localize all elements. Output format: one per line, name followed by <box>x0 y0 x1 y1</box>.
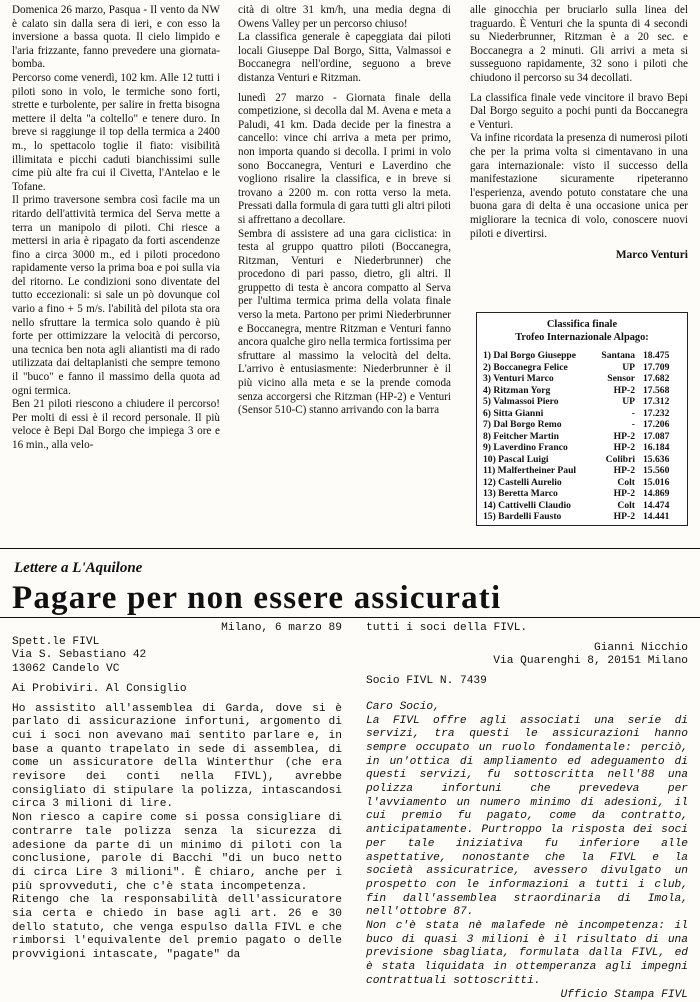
standings-row <box>477 373 687 385</box>
letter-paragraph: Ritengo che la responsabilità dell'assicuratore sia certa e chiedo in base agli art. 26 e 30 dello statuto, che venga espulso dalla FIVL e che rimborsi l'equivalente del premio pagato o delle provvigioni intascate, "pagate" da <box>12 894 342 962</box>
pilot-name: 1) Dal Borgo Giuseppe <box>483 350 577 361</box>
letter-date: Milano, 6 marzo 89 <box>221 622 342 634</box>
report-paragraph: Va infine ricordata la presenza di numerosi piloti che per la prima volta si cimentavano in una gara internazionale: visto il successo della manifestazione sicuramente ripeteranno l'esperienza, avendo potuto constatare che una buona gara di delta è una occasione unica per migliorare la tecnica di volo, conoscere nuovi piloti e divertirsi. <box>470 132 688 240</box>
standings-row <box>477 477 687 489</box>
pilot-score: 17.312 <box>643 396 670 407</box>
report-paragraph: Il primo traversone sembra così facile ma un ritardo dell'attività termica del Serva mette a terra un manipolo di piloti. Chi riesce a mettersi in aria è ripagato da forti ascendenze fino a circa 3000 m., ed i piloti procedono rapidamente verso la prima boa e poi sulla via del ritorno. Le condizioni sono diventate del tutto eccezionali: si sale un pò dovunque col vario a fino + 5 m/s. l'abilità del pilota sta ora nello sfruttare la termica solo quando è più forte per ottimizzare la velocità di percorso, una tecnica ben nota agli aliantisti ma di rado utilizzata dai deltaplanisti che sempre temono il "buco" e fanno il massimo della quota ad ogni termica. <box>12 194 220 397</box>
glider-model: HP-2 <box>613 442 635 453</box>
report-paragraph: La classifica generale è capeggiata dai piloti locali Giuseppe Dal Borgo, Sitta, Valmassoi e Boccanegra nell'ordine, seguono a breve distanza Venturi e Ritzman. <box>238 31 451 84</box>
pilot-name: 13) Beretta Marco <box>483 488 558 499</box>
glider-model: Colt <box>617 499 635 511</box>
standings-row <box>477 500 687 512</box>
pilot-score: 14.441 <box>643 511 670 522</box>
pilot-score: 18.475 <box>643 350 670 361</box>
standings-row <box>477 465 687 477</box>
pilot-score: 15.560 <box>643 465 670 476</box>
pilot-score: 14.474 <box>643 499 670 511</box>
report-paragraph: Percorso come venerdì, 102 km. Alle 12 tutti i piloti sono in volo, le termiche sono forti, strette e turbolente, per salire in fretta bisogna mettere il delta "a coltello" e tenere duro. In breve si raggiunge il top della termica a 2400 m., lo spettacolo toglie il fiato: visibilità illimitata e picchi caduti bianchissimi sulle cime più alte fra cui il Civetta, l'Antelao e le Tofane. <box>12 71 220 193</box>
glider-model: - <box>631 407 635 419</box>
glider-model: HP-2 <box>613 488 635 499</box>
report-paragraph: Ben 21 piloti riescono a chiudere il percorso! Per molti di essi è il record personale. Il più veloce è Bepi Dal Borgo che impiega 3 ore e 16 min., alla velo- <box>12 398 220 451</box>
pilot-name: 11) Malfertheiner Paul <box>483 465 577 476</box>
standings-row <box>477 488 687 500</box>
pilot-score: 17.206 <box>643 419 670 430</box>
member-id: Socio FIVL N. 7439 <box>366 675 487 688</box>
glider-model: HP-2 <box>613 384 635 396</box>
reply-column <box>366 622 688 1002</box>
glider-model: UP <box>622 361 635 373</box>
letter-continuation: tutti i soci della FIVL. <box>366 622 528 634</box>
pilot-score: 17.568 <box>643 384 670 396</box>
glider-model: UP <box>622 396 635 407</box>
standings-row <box>477 431 687 443</box>
pilot-name: 3) Venturi Marco <box>483 373 554 384</box>
standings-row <box>477 362 687 374</box>
glider-model: Sensor <box>607 373 635 384</box>
pilot-name: 15) Bardelli Fausto <box>483 511 562 522</box>
standings-row <box>477 442 687 454</box>
standings-row <box>477 419 687 431</box>
pilot-name: 12) Castelli Aurelio <box>483 476 562 488</box>
sender-address: Via Quarenghi 8, 20151 Milano <box>493 655 688 668</box>
pilot-name: 2) Boccanegra Felice <box>483 361 568 373</box>
report-column-2 <box>238 4 451 418</box>
report-column-3 <box>470 4 688 263</box>
standings-title-line-1: Classifica finale <box>546 319 618 330</box>
letter-column <box>12 622 342 963</box>
report-paragraph: alle ginocchia per bruciarlo sulla linea del traguardo. È Venturi che la spunta di 4 secondi su Niederbrunner, Ritzman è a 20 sec. e Boccanegra a 2 minuti. Gli arrivi a meta si susseguono rapidamente, 32 sono i piloti che chiudono il percorso su 34 decollati. <box>470 4 688 84</box>
glider-model: Santana <box>601 350 635 361</box>
glider-model: Colt <box>617 476 635 488</box>
recipient-line: Via S. Sebastiano 42 <box>12 649 147 662</box>
standings-row <box>477 350 687 362</box>
pilot-score: 15.016 <box>643 476 670 488</box>
pilot-name: 14) Cattivelli Claudio <box>483 499 571 511</box>
pilot-score: 14.869 <box>643 488 670 499</box>
letter-salutation: Ai Probiviri. Al Consiglio <box>12 682 187 695</box>
pilot-name: 4) Ritzman Yorg <box>483 384 551 396</box>
reply-salutation: Caro Socio, <box>366 700 440 713</box>
reply-paragraph: La FIVL offre agli associati una serie di servizi, tra questi le assicurazioni hanno sempre occupato un ruolo fondamentale: perciò, in un'ottica di ampliamento ed adeguamento di questi servizi, fu sottoscritta nell'88 una polizza infortuni che prevedeva per l'avviamento un numero minimo di adesioni, il cui premio fu pagato, come da contratto, anticipatamente. Purtroppo la risposta dei soci per tale iniziativa fu inferiore alle aspettative, nonostante che la FIVL e la società assicuratrice, avessero divulgato un prospetto con le informazioni a tutti i club, fin dall'assemblea straordinaria di Imola, nell'ottobre 87. <box>366 714 688 919</box>
report-paragraph: La classifica finale vede vincitore il bravo Bepi Dal Borgo seguito a pochi punti da Boccanegra e Venturi. <box>470 91 688 131</box>
report-paragraph: Domenica 26 marzo, Pasqua - Il vento da NW è calato sin dalla sera di ieri, e con esso la inversione a bassa quota. Il cielo limpido e l'aria frizzante, fanno prevedere una giornata-bomba. <box>12 4 220 71</box>
pilot-name: 6) Sitta Gianni <box>483 407 544 419</box>
pilot-name: 7) Dal Borgo Remo <box>483 419 562 430</box>
glider-model: HP-2 <box>613 465 635 476</box>
reply-paragraph: Non c'è stata nè malafede nè incompetenza: il buco di quasi 3 milioni è il risultato di una previsione sbagliata, formulata dalla FIVL, ed è stata liquidata in ottemperanza agli impegni contrattuali sottoscritti. <box>366 920 688 987</box>
standings-row <box>477 385 687 397</box>
section-divider <box>0 548 700 549</box>
report-author: Marco Venturi <box>615 249 688 262</box>
pilot-name: 8) Feitcher Martin <box>483 430 560 442</box>
headline-divider <box>0 617 700 618</box>
report-paragraph: Sembra di assistere ad una gara ciclistica: in testa al gruppo quattro piloti (Boccanegra, Ritzman, Venturi e Niederbrunner) che procedono di pari passo, dietro, gli altri. Il gruppetto di testa è ancora compatto al Serva per l'ultima termica prima della volata finale verso la meta. Partono per primi Niederbrunner e Boccanegra, mentre Ritzman e Venturi fanno ancora qualche giro nella termica fortissima per sfruttare al massimo la velocità del delta. L'arrivo è entusiasmente: Niederbrunner è il più vicino alla meta e se la prende comoda senza accorgersi che Ritzman (HP-2) e Venturi (Sensor 510-C) stanno arrivando con la barra <box>238 227 451 417</box>
recipient-line: Spett.le FIVL <box>12 635 100 648</box>
recipient-line: 13062 Candelo VC <box>12 663 120 676</box>
pilot-score: 15.636 <box>643 453 670 465</box>
glider-model: HP-2 <box>613 430 635 442</box>
standings-table <box>476 312 688 526</box>
sender-name: Gianni Nicchio <box>594 641 688 654</box>
letter-paragraph: Non riesco a capire come si possa consigliare di contrarre tale polizza senza la sicurezza di adesione da parte di un minimo di piloti con la conclusione, parole di Bacchi "di un buco netto di circa Lire 3 milioni". È chiaro, anche per i più sprovveduti, che c'è stata incompetenza. <box>12 812 342 893</box>
report-column-1 <box>12 4 220 453</box>
pilot-score: 16.184 <box>643 442 670 453</box>
pilot-score: 17.682 <box>643 373 670 384</box>
recipient-address <box>12 636 342 677</box>
report-paragraph: cità di oltre 31 km/h, una media degna di Owens Valley per un percorso chiuso! <box>238 4 451 30</box>
report-paragraph: lunedì 27 marzo - Giornata finale della competizione, si decolla dal M. Avena e meta a Paludi, 41 km. Dada decide per la finestra a cancello: vince chi arriva a meta per primo, non importa quando si decolla. I primi in volo sono Boccanegra, Venturi e Laverdino che vogliono risalire la classifica, e in breve si trovano a 2200 m. con rotta verso la meta. Pressati dalla formula di gara tutti gli altri piloti si affrettano a decollare. <box>238 91 451 226</box>
standings-rows <box>477 350 687 523</box>
pilot-score: 17.709 <box>643 361 670 373</box>
glider-model: Colibri <box>605 453 635 465</box>
standings-row <box>477 396 687 408</box>
section-label: Lettere a L'Aquilone <box>14 560 143 576</box>
pilot-score: 17.087 <box>643 430 670 442</box>
glider-model: HP-2 <box>613 511 635 522</box>
pilot-name: 9) Laverdino Franco <box>483 442 568 453</box>
headline: Pagare per non essere assicurati <box>12 580 502 616</box>
standings-row <box>477 511 687 523</box>
standings-row <box>477 454 687 466</box>
reply-text <box>366 701 688 1002</box>
standings-title <box>477 319 687 344</box>
letter-paragraph: Ho assistito all'assemblea di Garda, dove si è parlato di assicurazione infortuni, argomento di cui i soci non avevano mai sentito parlare e, in base a quanto trapelato in sede di assemblea, di come un assicuratore della Winterthur (che era revisore dei conti nella FIVL), avrebbe consigliato di stipulare la polizza, intascandosi circa 3 milioni di lire. <box>12 702 342 811</box>
pilot-score: 17.232 <box>643 407 670 419</box>
standings-row <box>477 408 687 420</box>
pilot-name: 10) Pascal Luigi <box>483 453 549 465</box>
pilot-name: 5) Valmassoi Piero <box>483 396 559 407</box>
reply-signature: Ufficio Stampa FIVL <box>560 988 688 1001</box>
glider-model: - <box>631 419 635 430</box>
standings-title-line-2: Trofeo Internazionale Alpago: <box>515 331 649 343</box>
